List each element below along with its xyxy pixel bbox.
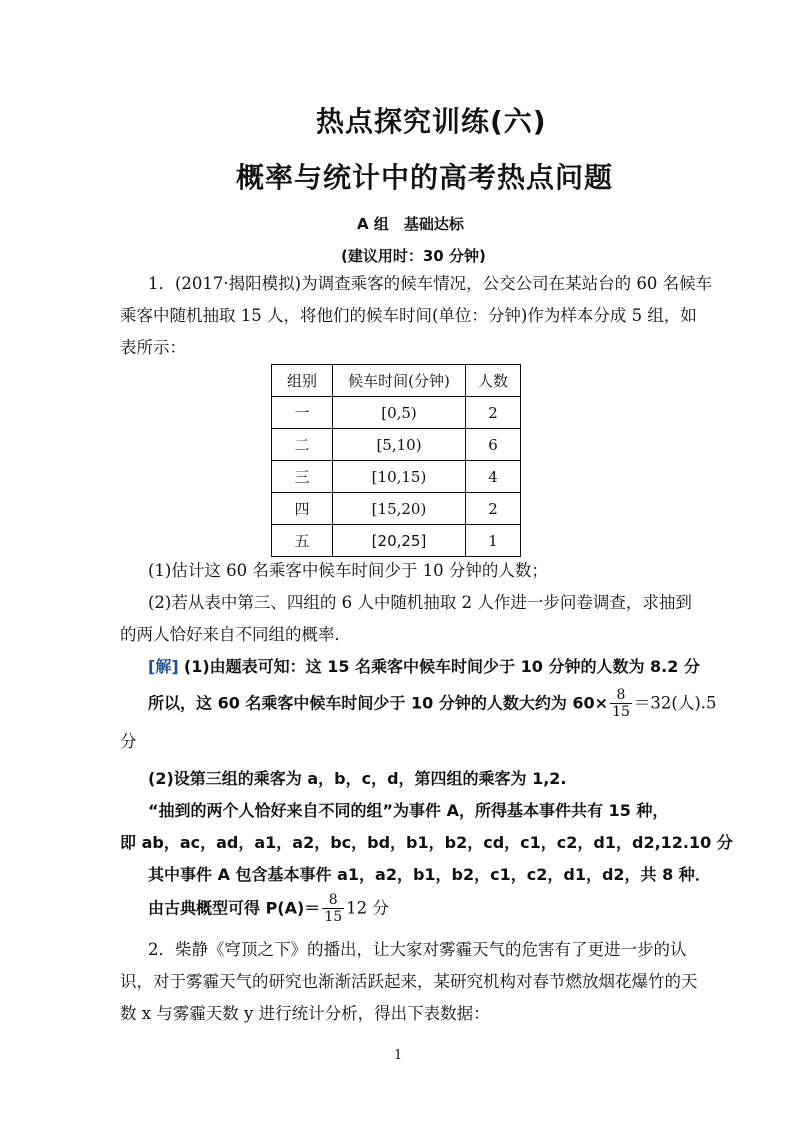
doc-title: 热点探究训练(六) bbox=[316, 105, 547, 138]
solution-line5: 即 ab，ac，ad，a1，a2，bc，bd，b1，b2，cd，c1，c2，d1，d2,12.10 分 bbox=[120, 833, 733, 852]
q1-part1: (1)估计这 60 名乘客中候车时间少于 10 分钟的人数； bbox=[148, 561, 548, 580]
table-cell: 4 bbox=[466, 461, 521, 493]
table-cell: 三 bbox=[272, 461, 333, 493]
solution-line3: (2)设第三组的乘客为 a，b，c，d，第四组的乘客为 1,2. bbox=[148, 769, 567, 788]
page-number: 1 bbox=[394, 1048, 403, 1063]
table-row bbox=[272, 493, 521, 525]
q2-line2: 识，对于雾霾天气的研究也渐渐活跃起来，某研究机构对春节燃放烟花爆竹的天 bbox=[120, 972, 698, 991]
q2-line3: 数 x 与雾霾天数 y 进行统计分析，得出下表数据： bbox=[120, 1004, 490, 1023]
solution-line1 bbox=[148, 659, 700, 676]
solution-text: 所以，这 60 名乘客中候车时间少于 10 分钟的人数大约为 60× bbox=[148, 693, 609, 713]
table-row bbox=[272, 525, 521, 557]
q1-part2-line1: (2)若从表中第三、四组的 6 人中随机抽取 2 人作进一步问卷调查，求抽到 bbox=[148, 593, 692, 612]
table-header: 人数 bbox=[466, 365, 521, 397]
table-cell: 二 bbox=[272, 429, 333, 461]
solution-line6: 其中事件 A 包含基本事件 a1，a2，b1，b2，c1，c2，d1，d2，共 8 种． bbox=[148, 865, 711, 884]
doc-subtitle: 概率与统计中的高考热点问题 bbox=[236, 161, 614, 194]
table-cell: 2 bbox=[466, 493, 521, 525]
solution-text: 12 分 bbox=[346, 898, 389, 918]
table-cell: 一 bbox=[272, 397, 333, 429]
table-cell: 1 bbox=[466, 525, 521, 557]
solution-line2 bbox=[148, 687, 717, 720]
table-cell: [15,20) bbox=[333, 493, 466, 525]
fraction-denominator: 15 bbox=[612, 704, 630, 721]
table-header: 候车时间(分钟) bbox=[333, 365, 466, 397]
solution-line2-tail: 分 bbox=[120, 732, 137, 751]
solution-text: ＝32(人).5 bbox=[633, 693, 717, 713]
table-cell: [20,25] bbox=[333, 525, 466, 557]
q1-line2: 乘客中随机抽取 15 人，将他们的候车时间(单位：分钟)作为样本分成 5 组，如 bbox=[120, 306, 697, 325]
table-cell: 2 bbox=[466, 397, 521, 429]
table-row bbox=[272, 461, 521, 493]
table-cell: 五 bbox=[272, 525, 333, 557]
fraction-denominator: 15 bbox=[324, 909, 343, 926]
q2-line1: 2．柴静《穹顶之下》的播出，让大家对雾霾天气的危害有了更进一步的认 bbox=[148, 940, 687, 959]
solution-line7 bbox=[148, 892, 389, 925]
fraction bbox=[610, 687, 632, 720]
fraction-numerator: 8 bbox=[322, 892, 344, 909]
q1-part2-line2: 的两人恰好来自不同组的概率． bbox=[120, 625, 351, 644]
solution-text: (1)由题表可知：这 15 名乘客中候车时间少于 10 分钟的人数为 8.2 分 bbox=[183, 657, 700, 676]
table-cell: [5,10) bbox=[333, 429, 466, 461]
q1-line1: 1．(2017·揭阳模拟)为调查乘客的候车情况，公交公司在某站台的 60 名候车 bbox=[148, 274, 713, 293]
q1-line3: 表所示： bbox=[120, 338, 186, 357]
table-header: 组别 bbox=[272, 365, 333, 397]
time-hint: (建议用时：30 分钟) bbox=[341, 247, 486, 265]
fraction-numerator: 8 bbox=[610, 687, 632, 704]
solution-tag: [解] bbox=[148, 657, 179, 676]
table-row bbox=[272, 429, 521, 461]
table-cell: [0,5) bbox=[333, 397, 466, 429]
waiting-time-table bbox=[271, 364, 521, 557]
solution-line4: “抽到的两个人恰好来自不同的组”为事件 A，所得基本事件共有 15 种， bbox=[148, 801, 669, 820]
table-header-row bbox=[272, 365, 521, 397]
solution-text: 由古典概型可得 P(A)＝ bbox=[148, 898, 321, 918]
table-row bbox=[272, 397, 521, 429]
table-cell: 四 bbox=[272, 493, 333, 525]
table-cell: 6 bbox=[466, 429, 521, 461]
group-label: A 组 基础达标 bbox=[357, 215, 464, 233]
table-cell: [10,15) bbox=[333, 461, 466, 493]
fraction bbox=[322, 892, 344, 925]
